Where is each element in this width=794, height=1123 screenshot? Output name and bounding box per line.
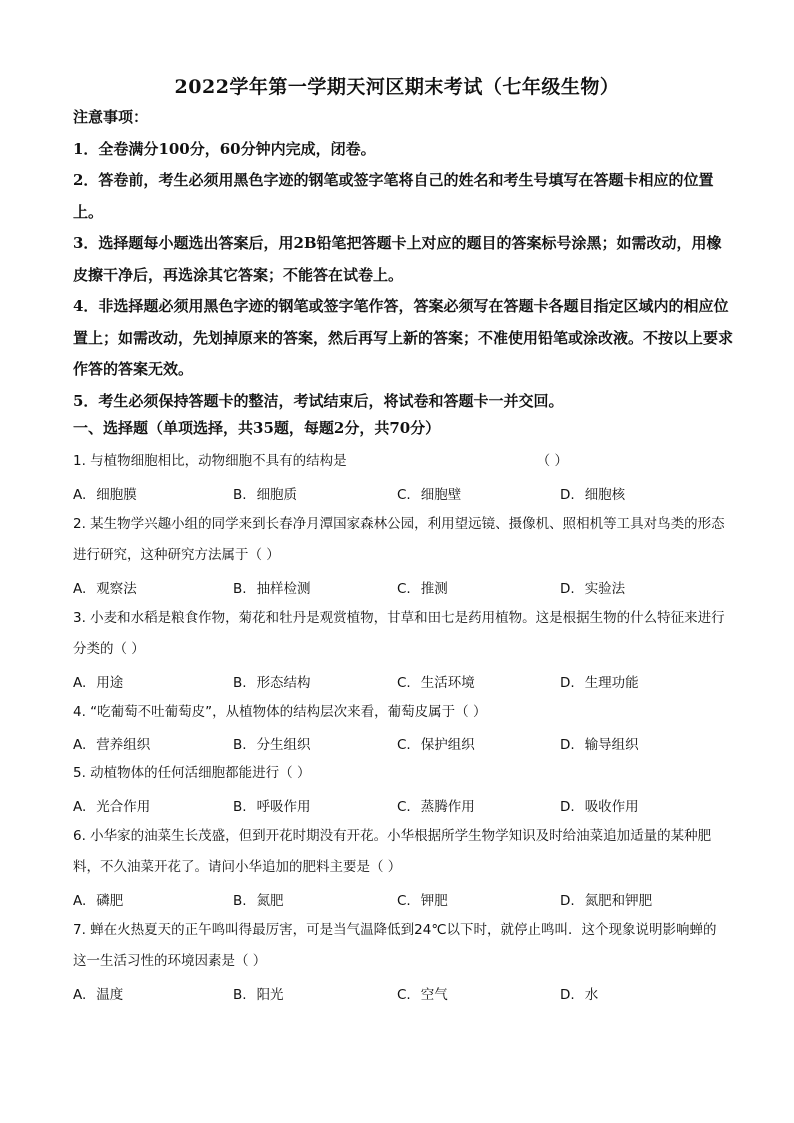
option-c: C. 钾肥: [397, 893, 448, 909]
question-stem: 5. 动植物体的任何活细胞都能进行（ ）: [73, 765, 311, 781]
option-c: C. 生活环境: [397, 675, 475, 691]
option-a: A. 细胞膜: [73, 487, 137, 503]
option-b: B. 抽样检测: [233, 581, 311, 597]
page-title: 2022学年第一学期天河区期末考试（七年级生物）: [174, 76, 620, 98]
question-stem: 1. 与植物细胞相比，动物细胞不具有的结构是 （ ）: [73, 446, 728, 477]
option-c: C. 保护组织: [397, 737, 475, 753]
section-heading: 一、选择题（单项选择，共35题，每题2分，共70分）: [73, 419, 441, 437]
option-d: D. 氮肥和钾肥: [560, 893, 653, 909]
option-d: D. 水: [560, 987, 599, 1003]
option-a: A. 光合作用: [73, 799, 151, 815]
notice-heading: 注意事项：: [73, 108, 149, 126]
option-a: A. 用途: [73, 675, 124, 691]
option-a: A. 温度: [73, 987, 124, 1003]
option-a: A. 营养组织: [73, 737, 151, 753]
question-options: [73, 733, 733, 753]
question-stem: 7. 蝉在火热夏天的正午鸣叫得最厉害，可是当气温降低到24℃以下时，就停止鸣叫．这个现象说明影响蝉的这一生活习性的环境因素是（ ）: [73, 922, 717, 969]
option-d: D. 实验法: [560, 581, 626, 597]
question-options: [73, 671, 733, 691]
option-b: B. 氮肥: [233, 893, 284, 909]
question-options: [73, 983, 733, 1003]
option-b: B. 呼吸作用: [233, 799, 311, 815]
option-b: B. 形态结构: [233, 675, 311, 691]
option-d: D. 生理功能: [560, 675, 639, 691]
notice-item: 2．答卷前，考生必须用黑色字迹的钢笔或签字笔将自己的姓名和考生号填写在答题卡相应的位置上。: [73, 171, 714, 221]
option-c: C. 细胞壁: [397, 487, 462, 503]
option-c: C. 推测: [397, 581, 448, 597]
option-d: D. 细胞核: [560, 487, 626, 503]
question-stem: 2. 某生物学兴趣小组的同学来到长春净月潭国家森林公园，利用望远镜、摄像机、照相机等工具对鸟类的形态进行研究，这种研究方法属于（ ）: [73, 516, 725, 563]
option-d: D. 吸收作用: [560, 799, 639, 815]
option-c: C. 蒸腾作用: [397, 799, 475, 815]
option-a: A. 观察法: [73, 581, 137, 597]
option-d: D. 输导组织: [560, 737, 639, 753]
notice-item: 1．全卷满分100分，60分钟内完成，闭卷。: [73, 139, 376, 158]
option-b: B. 分生组织: [233, 737, 311, 753]
question-options: [73, 483, 733, 503]
answer-paren: （ ）: [536, 453, 568, 469]
notice-item: 5．考生必须保持答题卡的整洁，考试结束后，将试卷和答题卡一并交回。: [73, 391, 564, 410]
notice-item: 4．非选择题必须用黑色字迹的钢笔或签字笔作答，答案必须写在答题卡各题目指定区域内的相应位置上；如需改动，先划掉原来的答案，然后再写上新的答案；不准使用铅笔或涂改液。不按以上要求作答的答案无效。: [73, 297, 734, 378]
question-options: [73, 577, 733, 597]
option-c: C. 空气: [397, 987, 448, 1003]
notice-block: [73, 102, 733, 417]
option-b: B. 阳光: [233, 987, 284, 1003]
question-stem: 4. “吃葡萄不吐葡萄皮”，从植物体的结构层次来看，葡萄皮属于（ ）: [73, 704, 487, 720]
notice-item: 3．选择题每小题选出答案后，用2B铅笔把答题卡上对应的题目的答案标号涂黑；如需改动，用橡皮擦干净后，再选涂其它答案；不能答在试卷上。: [73, 234, 722, 284]
option-b: B. 细胞质: [233, 487, 298, 503]
question-stem: 3. 小麦和水稻是粮食作物，菊花和牡丹是观赏植物，甘草和田七是药用植物。这是根据生物的什么特征来进行分类的（ ）: [73, 610, 725, 657]
question-options: [73, 889, 733, 909]
question-options: [73, 795, 733, 815]
option-a: A. 磷肥: [73, 893, 124, 909]
question-stem: 6. 小华家的油菜生长茂盛，但到开花时期没有开花。小华根据所学生物学知识及时给油菜追加适量的某种肥料，不久油菜开花了。请问小华追加的肥料主要是（ ）: [73, 828, 712, 875]
